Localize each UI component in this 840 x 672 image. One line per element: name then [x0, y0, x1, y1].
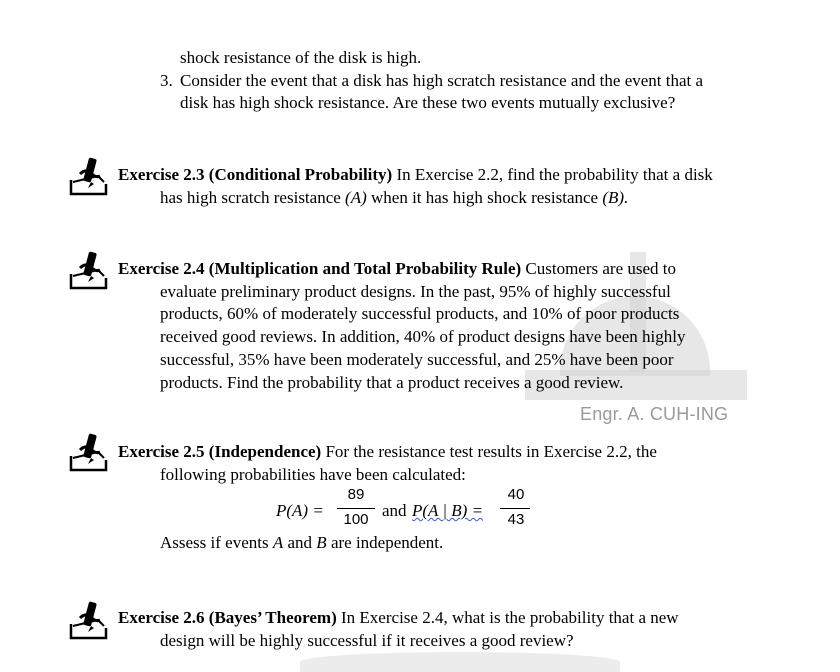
formula-pa-denominator: 100 [343, 511, 369, 528]
item-3-line-2: disk has high shock resistance. Are these two events mutually exclusive? [180, 93, 676, 112]
formula-and: and [382, 501, 407, 520]
exercise-2-4-line-5: successful, 35% have been moderately successful, and 25% have been poor [160, 350, 674, 369]
exercise-2-5-line-2: following probabilities have been calculated: [160, 465, 466, 484]
item-3-line-1: Consider the event that a disk has high scratch resistance and the event that a [180, 71, 704, 90]
watermark-text: Engr. A. CUH-ING [580, 404, 729, 424]
exercise-2-5-line-4 [160, 532, 443, 554]
hand-writing-icon [68, 426, 110, 472]
exercise-2-3-title: Exercise 2.3 (Conditional Probability) [118, 165, 393, 184]
exercise-2-6-line-2: design will be highly successful if it receives a good review? [160, 631, 574, 650]
hand-writing-icon [68, 594, 110, 640]
ex23-text-a: has high scratch resistance [160, 188, 346, 207]
ex25-text-a: Assess if events [160, 533, 273, 552]
formula-pa-label: P(A) = [276, 501, 324, 520]
exercise-2-3-line-1 [118, 164, 713, 186]
ex25-text-e: are independent. [326, 533, 444, 552]
item-3-number: 3. [160, 71, 173, 90]
exercise-2-4-line-1 [118, 258, 676, 280]
exercise-2-4-line-6: products. Find the probability that a product receives a good review. [160, 373, 624, 392]
exercise-2-6-line-1 [118, 607, 679, 629]
exercise-2-5-text: For the resistance test results in Exercise 2.2, the [321, 442, 657, 461]
ex23-var-a: (A) [345, 188, 367, 207]
ex25-text-c: and [283, 533, 317, 552]
exercise-2-4-line-3: products, 60% of moderately successful products, and 10% of poor products [160, 304, 680, 323]
exercise-2-6-text: In Exercise 2.4, what is the probability that a new [336, 608, 679, 627]
exercise-2-4-text: Customers are used to [521, 259, 677, 278]
ex23-var-b: (B). [602, 188, 629, 207]
ex23-text-c: when it has high shock resistance [366, 188, 603, 207]
formula-pab-denominator: 43 [507, 511, 525, 528]
formula-pa-fraction-bar [337, 508, 375, 509]
formula-pab-numerator: 40 [507, 486, 525, 503]
hand-writing-icon [68, 244, 110, 290]
formula-pa-numerator: 89 [347, 486, 365, 503]
bottom-watermark-shadow [300, 652, 620, 672]
exercise-2-5-title: Exercise 2.5 (Independence) [118, 442, 322, 461]
exercise-2-6-title: Exercise 2.6 (Bayes’ Theorem) [118, 608, 337, 627]
ex25-var-b: B [316, 533, 327, 552]
exercise-2-4-line-4: received good reviews. In addition, 40% of product designs have been highly [160, 327, 686, 346]
exercise-2-3-text: In Exercise 2.2, find the probability that a disk [392, 165, 713, 184]
exercise-2-4-title: Exercise 2.4 (Multiplication and Total Probability Rule) [118, 259, 522, 278]
ex25-var-a: A [272, 533, 284, 552]
formula-pab-label: P(A | B) = [412, 501, 484, 520]
exercise-2-5-line-1 [118, 441, 657, 463]
exercise-2-3-line-2 [160, 187, 628, 209]
formula-pab-fraction-bar [500, 508, 530, 509]
intro-line-1: shock resistance of the disk is high. [180, 48, 422, 67]
exercise-2-4-line-2: evaluate preliminary product designs. In the past, 95% of highly successful [160, 282, 671, 301]
hand-writing-icon [68, 150, 110, 196]
